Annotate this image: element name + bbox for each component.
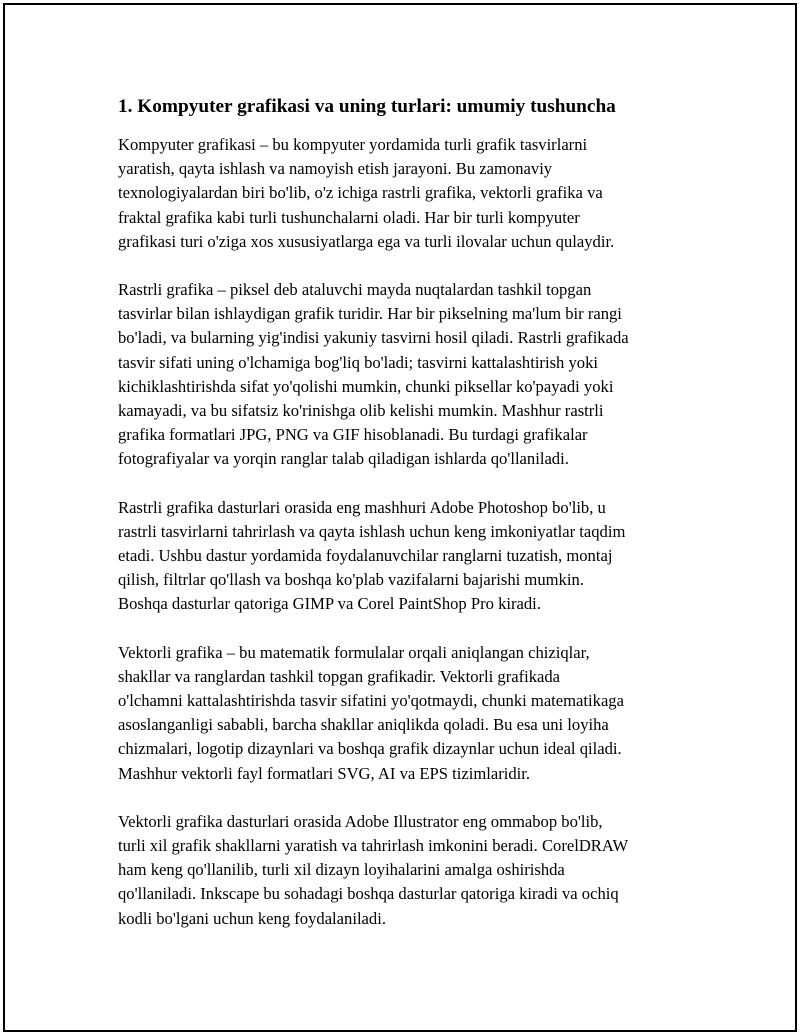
- text-line: grafikasi turi o'ziga xos xususiyatlarga ega va turli ilovalar uchun qulaydir.: [118, 231, 615, 251]
- text-line: shakllar va ranglardan tashkil topgan grafikadir. Vektorli grafikada: [118, 666, 561, 686]
- document-body: [118, 95, 698, 955]
- paragraph-raster: [118, 278, 698, 472]
- text-line: Boshqa dasturlar qatoriga GIMP va Corel PaintShop Pro kiradi.: [118, 594, 541, 614]
- text-line: asoslanganligi sababli, barcha shakllar aniqlikda qoladi. Bu esa uni loyiha: [118, 715, 609, 735]
- text-line: qilish, filtrlar qo'llash va boshqa ko'plab vazifalarni bajarishi mumkin.: [118, 570, 584, 590]
- text-line: tasvirlar bilan ishlaydigan grafik turidir. Har bir pikselning ma'lum bir rangi: [118, 304, 622, 324]
- text-line: Vektorli grafika – bu matematik formulalar orqali aniqlangan chiziqlar,: [118, 642, 590, 662]
- paragraph-vector: [118, 641, 698, 786]
- text-line: fotografiyalar va yorqin ranglar talab qiladigan ishlarda qo'llaniladi.: [118, 449, 569, 469]
- text-line: Rastrli grafika dasturlari orasida eng mashhuri Adobe Photoshop bo'lib, u: [118, 497, 606, 517]
- text-line: kamayadi, va bu sifatsiz ko'rinishga olib kelishi mumkin. Mashhur rastrli: [118, 401, 604, 421]
- text-line: Kompyuter grafikasi – bu kompyuter yordamida turli grafik tasvirlarni: [118, 135, 588, 154]
- text-line: Vektorli grafika dasturlari orasida Adobe Illustrator eng ommabop bo'lib,: [118, 811, 603, 831]
- text-line: bo'ladi, va bularning yig'indisi yakuniy tasvirni hosil qiladi. Rastrli grafikada: [118, 328, 629, 348]
- text-line: etadi. Ushbu dastur yordamida foydalanuvchilar ranglarni tuzatish, montaj: [118, 546, 613, 566]
- text-line: tasvir sifati uning o'lchamiga bog'liq bo'ladi; tasvirni kattalashtirish yoki: [118, 352, 598, 372]
- text-line: kichiklashtirishda sifat yo'qolishi mumkin, chunki piksellar ko'payadi yoki: [118, 376, 614, 396]
- paragraph-vector-software: [118, 810, 698, 931]
- text-line: chizmalari, logotip dizaynlari va boshqa grafik dizaynlar uchun ideal qiladi.: [118, 739, 622, 759]
- text-line: rastrli tasvirlarni tahrirlash va qayta ishlash uchun keng imkoniyatlar taqdim: [118, 521, 626, 541]
- text-line: fraktal grafika kabi turli tushunchalarni oladi. Har bir turli kompyuter: [118, 207, 580, 227]
- text-line: turli xil grafik shakllarni yaratish va tahrirlash imkonini beradi. CorelDRAW: [118, 836, 629, 856]
- text-line: kodli bo'lgani uchun keng foydalaniladi.: [118, 908, 386, 928]
- text-line: ham keng qo'llanilib, turli xil dizayn loyihalarini amalga oshirishda: [118, 860, 565, 880]
- text-line: qo'llaniladi. Inkscape bu sohadagi boshqa dasturlar qatoriga kiradi va ochiq: [118, 884, 619, 904]
- paragraph-raster-software: [118, 496, 698, 617]
- text-line: grafika formatlari JPG, PNG va GIF hisoblanadi. Bu turdagi grafikalar: [118, 425, 588, 445]
- paragraph-intro: [118, 133, 698, 254]
- text-line: texnologiyalardan biri bo'lib, o'z ichiga rastrli grafika, vektorli grafika va: [118, 183, 603, 203]
- text-line: Rastrli grafika – piksel deb ataluvchi mayda nuqtalardan tashkil topgan: [118, 280, 592, 300]
- text-line: o'lchamni kattalashtirishda tasvir sifatini yo'qotmaydi, chunki matematikaga: [118, 691, 624, 711]
- text-line: yaratish, qayta ishlash va namoyish etish jarayoni. Bu zamonaviy: [118, 159, 553, 179]
- section-heading: 1. Kompyuter grafikasi va uning turlari: umumiy tushuncha: [118, 96, 616, 117]
- text-line: Mashhur vektorli fayl formatlari SVG, AI va EPS tizimlaridir.: [118, 763, 531, 783]
